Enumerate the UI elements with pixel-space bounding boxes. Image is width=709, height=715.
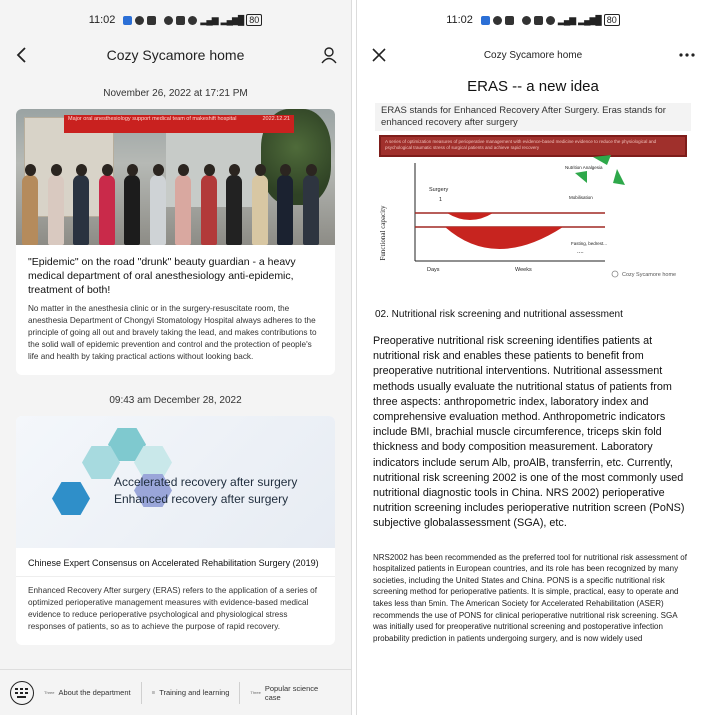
tab-divider	[239, 682, 240, 704]
mobilisation-label: Mobilisation	[569, 195, 593, 200]
post-timestamp: 09:43 am December 28, 2022	[109, 395, 242, 406]
tab-training-learning[interactable]	[152, 688, 230, 697]
status-time: 11:02	[446, 14, 473, 26]
post-card[interactable]	[16, 109, 335, 375]
traditional-dip-shape	[445, 227, 563, 249]
post-card[interactable]	[16, 416, 335, 645]
post-timestamp: November 26, 2022 at 17:21 PM	[103, 88, 248, 99]
watermark-text: Cozy Sycamore home	[622, 272, 677, 278]
bottom-tab-bar	[0, 669, 351, 715]
eras-banner-image	[16, 416, 335, 548]
surgery-number: 1	[439, 197, 443, 203]
tab-divider	[141, 682, 142, 704]
keyboard-menu-icon[interactable]	[10, 681, 34, 705]
shield-icon	[505, 16, 514, 25]
post-summary: No matter in the anesthesia clinic or in the surgery-resuscitate room, the anesthesia Department of Chongyi Stomatology Hospital always adheres to the principle of going all out and bravely taking the lead, and makes contributions to the solid wall of epidemic prevention and control and the protection of people's life and health by taking practical actions without looking back.	[28, 304, 317, 361]
notification-icons	[481, 16, 514, 25]
cell-signal-icon: ▂▄▆█	[578, 14, 601, 25]
banner-line-1: Accelerated recovery after surgery	[114, 475, 298, 489]
nav-bar	[0, 40, 351, 70]
nfc-icon	[176, 16, 185, 25]
watermark-icon	[612, 271, 618, 277]
person-figure	[150, 175, 166, 245]
nav-bar	[357, 40, 709, 70]
person-figure	[99, 175, 115, 245]
red-box-text: A series of optimization measures of perioperative management with evidence-based medicine evidence to reduce the physiological and psychological traumatic stress of surgical patients and achieve rapid recovery	[385, 139, 657, 150]
back-icon[interactable]	[12, 45, 32, 65]
x-label-days: Days	[427, 267, 440, 273]
y-axis-label: Functional capacity	[379, 205, 387, 261]
post-summary: Enhanced Recovery After surgery (ERAS) refers to the application of a series of optimized perioperative management measures with evidence-based medical evidence to reduce perioperative psychological and physiological stress responses of patients, so as to achieve the purpose of rapid recovery.	[28, 586, 317, 631]
bell-icon	[493, 16, 502, 25]
status-bar	[357, 0, 709, 40]
banner-text: Major oral anesthesiology support medical team of makeshift hospital	[68, 116, 237, 122]
status-time: 11:02	[88, 14, 116, 26]
app-notification-icon	[123, 16, 132, 25]
person-figure	[73, 175, 89, 245]
menu-lines-icon: ☰	[151, 690, 156, 695]
eye-icon	[522, 16, 531, 25]
tab-label: Training and learning	[159, 688, 230, 697]
x-label-weeks: Weeks	[515, 267, 532, 273]
red-banner	[64, 115, 294, 133]
wifi-signal-icon: ▂▄▆	[557, 14, 576, 25]
people-group	[22, 167, 319, 245]
functional-capacity-diagram	[375, 143, 692, 293]
ellipsis-text: ....	[577, 249, 584, 255]
profile-icon[interactable]	[319, 45, 339, 65]
eye-icon	[164, 16, 173, 25]
article-paragraph: NRS2002 has been recommended as the preferred tool for nutritional risk assessment of hospitalized patients in European countries, and its role has been recognized by many societies, including the United States and China. PONS is a specific nutritional risk screening method for perioperative patients. It is simple, practical, easy to operate and takes less than 5min. The American Society for Accelerated Rehabilitation (ASER) recommends the use of PONS for clinical perioperative nutritional risk screening. SGA was initially used for preoperative nutritional screening and postoperative infection probability prediction in patients undergoing surgery, and is now widely used	[373, 552, 687, 643]
alarm-icon	[546, 16, 555, 25]
wifi-signal-icon: ▂▄▆	[200, 14, 218, 25]
battery-icon: 80	[246, 14, 262, 26]
tab-prefix: Three	[44, 690, 55, 695]
app-notification-icon	[481, 16, 490, 25]
post-title: Chinese Expert Consensus on Accelerated Rehabilitation Surgery (2019)	[16, 548, 335, 577]
tab-prefix: Three	[250, 690, 261, 695]
eras-dip-shape	[447, 213, 493, 220]
notification-icons	[123, 16, 156, 25]
system-icons	[522, 14, 620, 26]
status-bar	[0, 0, 351, 40]
banner-line-2: Enhanced recovery after surgery	[114, 492, 289, 506]
system-icons	[164, 14, 262, 26]
person-figure	[303, 175, 319, 245]
article-paragraph: Preoperative nutritional risk screening identifies patients at nutritional risk and enables these patients to benefit from preoperative nutritional interventions. Nutritional assessment methods usually evaluate the nutritional status of patients from three aspects: anthropometric index, laboratory index and comprehensive evaluation method. Anthropometric indicators include BMI, brachial muscle circumference, triceps skin fold thickness and body composition measurement. Laboratory indicators include serum Alb, proAlB, transferrin, etc. Currently, nutritional risk screening 2002 is one of the most commonly used nutritional diagnostic tools in China. NRS 2002) perioperative nutrition screening includes perioperative nutrition screen (PoNS) subjective globalassessment (SGA), etc.	[373, 335, 685, 530]
page-title: Cozy Sycamore home	[106, 47, 245, 63]
alarm-icon	[188, 16, 197, 25]
nutrition-label: Nutrition Analgesia	[565, 165, 603, 170]
person-figure	[48, 175, 64, 245]
cell-signal-icon: ▂▄▆█	[220, 14, 244, 25]
tab-popular-science[interactable]	[250, 684, 332, 702]
section-heading: 02. Nutritional risk screening and nutritional assessment	[375, 309, 623, 320]
more-icon[interactable]	[677, 45, 697, 65]
banner-date: 2022.12.21	[262, 116, 290, 122]
bell-icon	[135, 16, 144, 25]
tab-about-department[interactable]	[44, 688, 131, 697]
article-title: ERAS -- a new idea	[467, 78, 599, 95]
fasting-label: Fasting, bedrest...	[571, 241, 608, 246]
person-figure	[277, 175, 293, 245]
post-title: "Epidemic" on the road "drunk" beauty guardian - a heavy medical department of oral anesthesiology anti-epidemic, treatment of both!	[28, 256, 296, 296]
cycle-arrow-icon	[613, 169, 625, 185]
shield-icon	[147, 16, 156, 25]
cycle-arrow-icon	[575, 171, 587, 183]
nfc-icon	[534, 16, 543, 25]
eras-slide-image	[375, 103, 691, 293]
person-figure	[226, 175, 242, 245]
hexagon-shape	[52, 482, 90, 515]
person-figure	[201, 175, 217, 245]
surgery-label: Surgery	[429, 187, 449, 193]
close-icon[interactable]	[369, 45, 389, 65]
banner-heading	[114, 474, 297, 508]
tab-label: Popular science case	[264, 683, 319, 702]
right-screen	[356, 0, 709, 715]
cycle-arrow-icon	[593, 155, 611, 165]
page-title: Cozy Sycamore home	[483, 49, 583, 61]
slide-caption: ERAS stands for Enhanced Recovery After Surgery. Eras stands for enhanced recovery after surgery	[375, 103, 691, 131]
person-figure	[22, 175, 38, 245]
person-figure	[175, 175, 191, 245]
person-figure	[124, 175, 140, 245]
person-figure	[252, 175, 268, 245]
tab-label: About the department	[58, 688, 131, 697]
battery-icon: 80	[604, 14, 620, 26]
group-photo	[16, 109, 335, 245]
left-screen	[0, 0, 352, 715]
